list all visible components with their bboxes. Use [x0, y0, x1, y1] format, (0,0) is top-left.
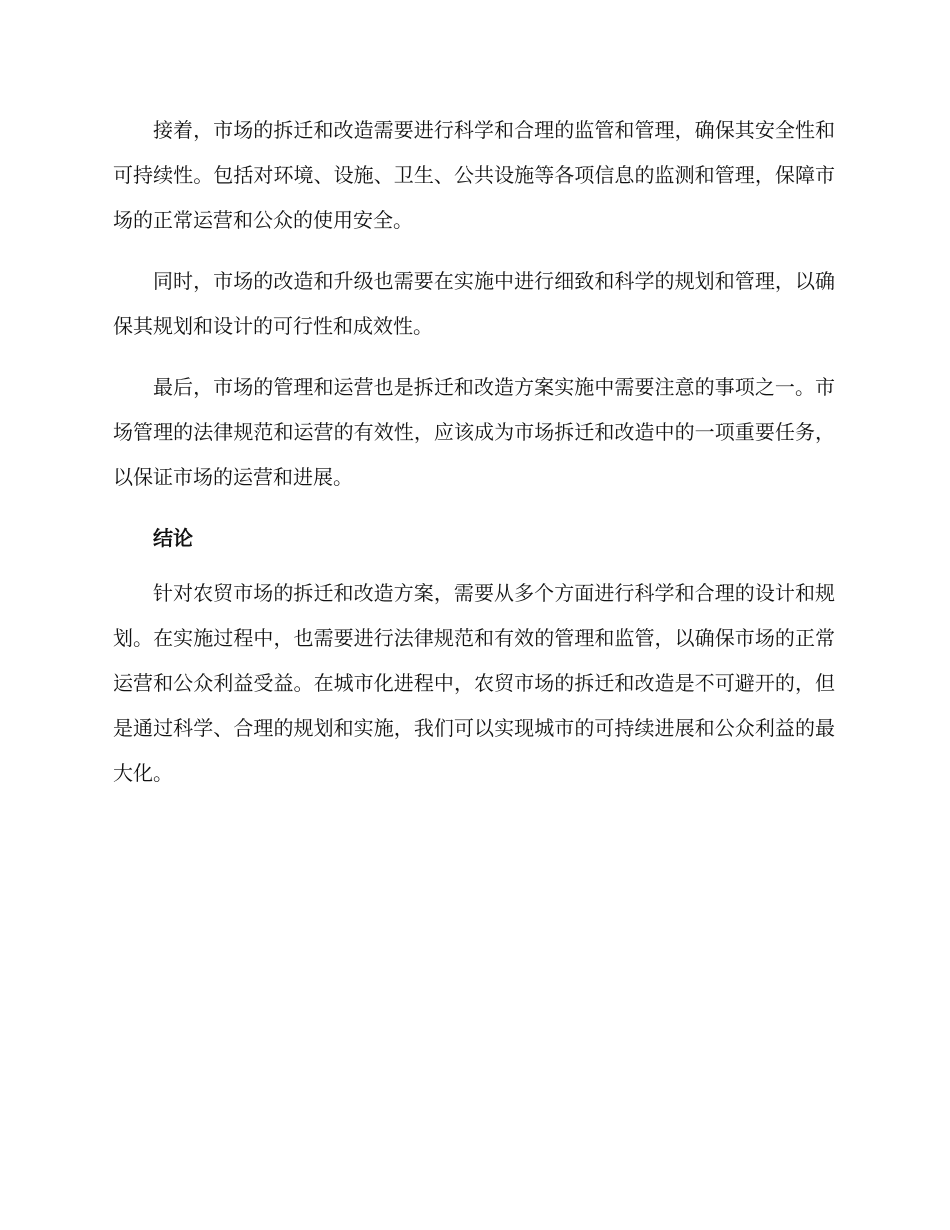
document-body [113, 108, 835, 812]
paragraph-management: 最后，市场的管理和运营也是拆迁和改造方案实施中需要注意的事项之一。市场管理的法律规范和运营的有效性，应该成为市场拆迁和改造中的一项重要任务，以保证市场的运营和进展。 [113, 375, 835, 489]
paragraph-conclusion: 针对农贸市场的拆迁和改造方案，需要从多个方面进行科学和合理的设计和规划。在实施过程中，也需要进行法律规范和有效的管理和监管，以确保市场的正常运营和公众利益受益。在城市化进程中，农贸市场的拆迁和改造是不可避开的，但是通过科学、合理的规划和实施，我们可以实现城市的可持续进展和公众利益的最大化。 [113, 581, 835, 785]
paragraph-supervision: 接着，市场的拆迁和改造需要进行科学和合理的监管和管理，确保其安全性和可持续性。包括对环境、设施、卫生、公共设施等各项信息的监测和管理，保障市场的正常运营和公众的使用安全。 [113, 118, 835, 232]
section-heading-conclusion: 结论 [153, 526, 193, 550]
paragraph-upgrade: 同时，市场的改造和升级也需要在实施中进行细致和科学的规划和管理，以确保其规划和设计的可行性和成效性。 [113, 269, 835, 338]
